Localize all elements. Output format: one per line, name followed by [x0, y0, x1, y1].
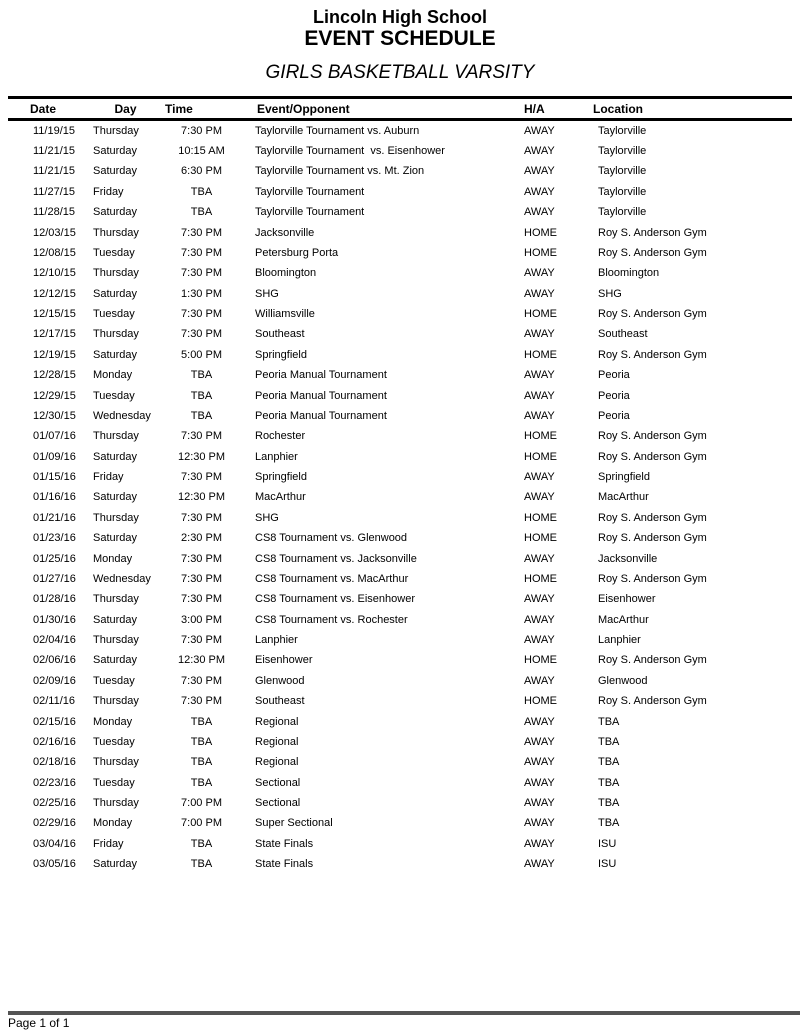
cell-date: 01/15/16 — [33, 471, 76, 484]
table-row — [8, 590, 792, 610]
cell-day: Thursday — [93, 124, 139, 137]
table-row — [8, 182, 792, 202]
cell-ha: AWAY — [524, 817, 555, 830]
cell-day: Thursday — [93, 430, 139, 443]
cell-ha: AWAY — [524, 185, 555, 198]
table-row — [8, 549, 792, 569]
cell-time: TBA — [190, 369, 213, 382]
cell-event: Lanphier — [255, 634, 298, 647]
cell-location: Roy S. Anderson Gym — [598, 246, 707, 259]
cell-date: 02/23/16 — [33, 776, 76, 789]
cell-time: TBA — [190, 858, 213, 871]
cell-location: Roy S. Anderson Gym — [598, 308, 707, 321]
cell-time: 6:30 PM — [181, 165, 222, 178]
cell-day: Saturday — [93, 491, 138, 504]
cell-date: 12/03/15 — [33, 226, 76, 239]
cell-location: TBA — [598, 817, 620, 830]
cell-location: Roy S. Anderson Gym — [598, 348, 707, 361]
cell-location: Peoria — [598, 409, 630, 422]
cell-event: Sectional — [255, 776, 301, 789]
cell-event: Bloomington — [255, 267, 317, 280]
cell-day: Saturday — [93, 613, 138, 626]
cell-date: 01/09/16 — [33, 450, 76, 463]
cell-time: 7:30 PM — [181, 226, 222, 239]
cell-ha: HOME — [524, 654, 557, 667]
column-header-event: Event/Opponent — [257, 102, 350, 116]
cell-ha: AWAY — [524, 124, 555, 137]
cell-location: Roy S. Anderson Gym — [598, 572, 707, 585]
cell-time: 7:30 PM — [181, 246, 222, 259]
column-header-day: Day — [114, 102, 137, 116]
cell-date: 02/16/16 — [33, 735, 76, 748]
cell-day: Tuesday — [93, 389, 135, 402]
cell-day: Tuesday — [93, 308, 135, 321]
cell-day: Saturday — [93, 145, 138, 158]
cell-day: Thursday — [93, 267, 139, 280]
table-row — [8, 855, 792, 875]
cell-date: 01/30/16 — [33, 613, 76, 626]
cell-date: 02/04/16 — [33, 634, 76, 647]
cell-ha: AWAY — [524, 409, 555, 422]
cell-day: Saturday — [93, 287, 138, 300]
table-row — [8, 753, 792, 773]
cell-location: Taylorville — [598, 185, 647, 198]
cell-event: Jacksonville — [255, 226, 315, 239]
cell-ha: AWAY — [524, 552, 555, 565]
cell-event: CS8 Tournament vs. Glenwood — [255, 532, 408, 545]
table-row — [8, 366, 792, 386]
cell-date: 11/28/15 — [33, 206, 76, 219]
table-row — [8, 671, 792, 691]
cell-ha: HOME — [524, 532, 557, 545]
cell-date: 02/06/16 — [33, 654, 76, 667]
footer-rule — [8, 1011, 800, 1015]
cell-time: 7:30 PM — [181, 572, 222, 585]
schedule-table-header — [8, 98, 792, 120]
cell-time: 7:30 PM — [181, 634, 222, 647]
cell-event: Eisenhower — [255, 654, 313, 667]
cell-ha: AWAY — [524, 165, 555, 178]
table-row — [8, 467, 792, 487]
cell-day: Thursday — [93, 695, 139, 708]
table-row — [8, 814, 792, 834]
cell-date: 01/21/16 — [33, 511, 76, 524]
table-row — [8, 427, 792, 447]
table-row — [8, 529, 792, 549]
cell-date: 11/27/15 — [33, 185, 76, 198]
cell-location: Jacksonville — [598, 552, 658, 565]
cell-day: Saturday — [93, 532, 138, 545]
cell-ha: AWAY — [524, 491, 555, 504]
cell-day: Monday — [93, 817, 133, 830]
cell-time: 7:30 PM — [181, 124, 222, 137]
cell-day: Saturday — [93, 654, 138, 667]
cell-ha: AWAY — [524, 776, 555, 789]
cell-ha: AWAY — [524, 797, 555, 810]
cell-event: Taylorville Tournament vs. Eisenhower — [255, 145, 445, 158]
cell-time: 12:30 PM — [177, 491, 226, 504]
cell-time: TBA — [190, 756, 213, 769]
cell-location: Roy S. Anderson Gym — [598, 511, 707, 524]
table-row — [8, 692, 792, 712]
column-header-ha: H/A — [524, 102, 545, 116]
cell-ha: AWAY — [524, 735, 555, 748]
cell-date: 12/29/15 — [33, 389, 76, 402]
cell-day: Monday — [93, 369, 133, 382]
column-header-location: Location — [593, 102, 643, 116]
cell-date: 02/15/16 — [33, 715, 76, 728]
table-row — [8, 651, 792, 671]
cell-date: 12/19/15 — [33, 348, 76, 361]
cell-location: Eisenhower — [598, 593, 656, 606]
cell-event: State Finals — [255, 858, 314, 871]
cell-day: Saturday — [93, 858, 138, 871]
table-row — [8, 447, 792, 467]
cell-date: 02/09/16 — [33, 674, 76, 687]
cell-location: Peoria — [598, 369, 630, 382]
cell-event: Peoria Manual Tournament — [255, 409, 387, 422]
cell-event: Regional — [255, 735, 299, 748]
cell-time: TBA — [190, 715, 213, 728]
cell-time: 7:00 PM — [181, 817, 222, 830]
cell-ha: AWAY — [524, 756, 555, 769]
document-header — [0, 0, 800, 83]
cell-time: 7:30 PM — [181, 552, 222, 565]
cell-location: Taylorville — [598, 165, 647, 178]
cell-date: 12/30/15 — [33, 409, 76, 422]
cell-day: Thursday — [93, 797, 139, 810]
cell-date: 12/17/15 — [33, 328, 76, 341]
cell-ha: AWAY — [524, 837, 555, 850]
cell-event: MacArthur — [255, 491, 306, 504]
cell-date: 01/23/16 — [33, 532, 76, 545]
cell-ha: AWAY — [524, 613, 555, 626]
cell-ha: AWAY — [524, 328, 555, 341]
cell-event: Southeast — [255, 328, 305, 341]
cell-day: Thursday — [93, 593, 139, 606]
cell-location: Roy S. Anderson Gym — [598, 695, 707, 708]
cell-event: Glenwood — [255, 674, 305, 687]
cell-day: Friday — [93, 185, 124, 198]
cell-time: 2:30 PM — [181, 532, 222, 545]
cell-time: TBA — [190, 389, 213, 402]
table-row — [8, 488, 792, 508]
cell-time: 7:30 PM — [181, 308, 222, 321]
cell-location: ISU — [598, 837, 617, 850]
cell-time: TBA — [190, 185, 213, 198]
cell-ha: HOME — [524, 695, 557, 708]
school-name: Lincoln High School — [313, 7, 487, 27]
cell-event: Petersburg Porta — [255, 246, 339, 259]
cell-time: 7:30 PM — [181, 430, 222, 443]
header-row — [8, 98, 792, 120]
cell-day: Thursday — [93, 756, 139, 769]
cell-location: Roy S. Anderson Gym — [598, 654, 707, 667]
cell-time: TBA — [190, 206, 213, 219]
table-row — [8, 834, 792, 854]
table-row — [8, 325, 792, 345]
cell-date: 12/28/15 — [33, 369, 76, 382]
cell-day: Wednesday — [93, 572, 151, 585]
cell-date: 01/07/16 — [33, 430, 76, 443]
cell-date: 11/21/15 — [33, 145, 76, 158]
cell-location: Springfield — [598, 471, 650, 484]
table-row — [8, 141, 792, 161]
cell-date: 12/08/15 — [33, 246, 76, 259]
cell-time: TBA — [190, 409, 213, 422]
cell-location: MacArthur — [598, 491, 649, 504]
cell-location: Roy S. Anderson Gym — [598, 532, 707, 545]
schedule-table-body — [8, 120, 792, 875]
cell-event: Taylorville Tournament vs. Mt. Zion — [255, 165, 425, 178]
cell-ha: AWAY — [524, 715, 555, 728]
table-row — [8, 243, 792, 263]
cell-date: 11/21/15 — [33, 165, 76, 178]
cell-location: Peoria — [598, 389, 630, 402]
table-row — [8, 569, 792, 589]
cell-day: Friday — [93, 471, 124, 484]
cell-date: 01/25/16 — [33, 552, 76, 565]
cell-date: 02/25/16 — [33, 797, 76, 810]
cell-event: Southeast — [255, 695, 305, 708]
cell-event: CS8 Tournament vs. MacArthur — [255, 572, 409, 585]
cell-location: Glenwood — [598, 674, 648, 687]
table-row — [8, 793, 792, 813]
table-row — [8, 406, 792, 426]
cell-event: Taylorville Tournament vs. Auburn — [255, 124, 420, 137]
cell-day: Thursday — [93, 511, 139, 524]
cell-day: Tuesday — [93, 674, 135, 687]
team-subtitle: GIRLS BASKETBALL VARSITY — [265, 62, 535, 83]
cell-ha: AWAY — [524, 145, 555, 158]
column-header-time: Time — [165, 102, 193, 116]
cell-event: SHG — [255, 287, 279, 300]
cell-ha: AWAY — [524, 471, 555, 484]
table-row — [8, 610, 792, 630]
cell-time: 7:30 PM — [181, 267, 222, 280]
table-row — [8, 162, 792, 182]
cell-location: Taylorville — [598, 124, 647, 137]
cell-event: Taylorville Tournament — [255, 206, 365, 219]
cell-ha: AWAY — [524, 389, 555, 402]
table-row — [8, 223, 792, 243]
page-number: Page 1 of 1 — [8, 1016, 70, 1030]
cell-event: CS8 Tournament vs. Jacksonville — [255, 552, 417, 565]
cell-event: Lanphier — [255, 450, 298, 463]
cell-ha: HOME — [524, 430, 557, 443]
cell-event: CS8 Tournament vs. Rochester — [255, 613, 408, 626]
cell-ha: HOME — [524, 246, 557, 259]
table-row — [8, 203, 792, 223]
cell-event: State Finals — [255, 837, 314, 850]
cell-ha: AWAY — [524, 267, 555, 280]
table-row — [8, 120, 792, 142]
cell-day: Tuesday — [93, 776, 135, 789]
cell-ha: HOME — [524, 511, 557, 524]
cell-location: ISU — [598, 858, 617, 871]
cell-day: Thursday — [93, 226, 139, 239]
cell-date: 03/04/16 — [33, 837, 76, 850]
cell-ha: AWAY — [524, 858, 555, 871]
schedule-table — [8, 96, 792, 875]
cell-location: TBA — [598, 797, 620, 810]
column-header-date: Date — [30, 102, 57, 116]
cell-location: Taylorville — [598, 145, 647, 158]
cell-ha: HOME — [524, 572, 557, 585]
cell-event: Super Sectional — [255, 817, 333, 830]
cell-event: CS8 Tournament vs. Eisenhower — [255, 593, 415, 606]
cell-time: 12:30 PM — [177, 654, 226, 667]
cell-date: 12/10/15 — [33, 267, 76, 280]
table-row — [8, 508, 792, 528]
cell-time: 10:15 AM — [178, 145, 225, 158]
cell-location: SHG — [598, 287, 622, 300]
cell-time: TBA — [190, 735, 213, 748]
cell-day: Saturday — [93, 348, 138, 361]
cell-time: TBA — [190, 776, 213, 789]
cell-location: Roy S. Anderson Gym — [598, 226, 707, 239]
cell-location: TBA — [598, 756, 620, 769]
cell-date: 12/15/15 — [33, 308, 76, 321]
cell-ha: AWAY — [524, 287, 555, 300]
cell-event: Sectional — [255, 797, 301, 810]
cell-time: 7:30 PM — [181, 328, 222, 341]
cell-time: 7:00 PM — [181, 797, 222, 810]
cell-time: 3:00 PM — [181, 613, 222, 626]
cell-time: 7:30 PM — [181, 593, 222, 606]
cell-date: 11/19/15 — [33, 124, 76, 137]
cell-ha: AWAY — [524, 206, 555, 219]
cell-location: TBA — [598, 776, 620, 789]
cell-date: 01/28/16 — [33, 593, 76, 606]
table-row — [8, 712, 792, 732]
cell-time: 7:30 PM — [181, 674, 222, 687]
cell-time: 7:30 PM — [181, 511, 222, 524]
cell-time: 7:30 PM — [181, 471, 222, 484]
cell-date: 01/16/16 — [33, 491, 76, 504]
cell-ha: HOME — [524, 308, 557, 321]
table-row — [8, 264, 792, 284]
cell-time: 5:00 PM — [181, 348, 222, 361]
cell-date: 01/27/16 — [33, 572, 76, 585]
cell-event: Springfield — [255, 348, 307, 361]
cell-location: TBA — [598, 715, 620, 728]
cell-event: Williamsville — [255, 308, 315, 321]
cell-ha: AWAY — [524, 674, 555, 687]
table-row — [8, 284, 792, 304]
cell-event: Regional — [255, 715, 299, 728]
cell-location: Roy S. Anderson Gym — [598, 430, 707, 443]
cell-location: MacArthur — [598, 613, 649, 626]
cell-date: 02/29/16 — [33, 817, 76, 830]
page-title: EVENT SCHEDULE — [304, 27, 496, 50]
table-row — [8, 386, 792, 406]
table-row — [8, 304, 792, 324]
cell-event: Peoria Manual Tournament — [255, 389, 387, 402]
cell-day: Saturday — [93, 165, 138, 178]
table-row — [8, 773, 792, 793]
cell-event: Peoria Manual Tournament — [255, 369, 387, 382]
cell-day: Tuesday — [93, 246, 135, 259]
cell-event: Taylorville Tournament — [255, 185, 365, 198]
cell-day: Friday — [93, 837, 124, 850]
cell-ha: HOME — [524, 348, 557, 361]
cell-day: Monday — [93, 715, 133, 728]
table-row — [8, 732, 792, 752]
cell-ha: HOME — [524, 226, 557, 239]
cell-day: Monday — [93, 552, 133, 565]
cell-event: Springfield — [255, 471, 307, 484]
cell-date: 03/05/16 — [33, 858, 76, 871]
cell-ha: HOME — [524, 450, 557, 463]
cell-event: Rochester — [255, 430, 306, 443]
cell-day: Thursday — [93, 328, 139, 341]
cell-ha: AWAY — [524, 634, 555, 647]
cell-day: Saturday — [93, 206, 138, 219]
table-row — [8, 345, 792, 365]
cell-time: TBA — [190, 837, 213, 850]
cell-time: 12:30 PM — [177, 450, 226, 463]
cell-ha: AWAY — [524, 593, 555, 606]
cell-time: 1:30 PM — [181, 287, 222, 300]
cell-location: Roy S. Anderson Gym — [598, 450, 707, 463]
cell-date: 02/18/16 — [33, 756, 76, 769]
cell-date: 12/12/15 — [33, 287, 76, 300]
cell-day: Saturday — [93, 450, 138, 463]
cell-day: Wednesday — [93, 409, 151, 422]
cell-location: Taylorville — [598, 206, 647, 219]
cell-ha: AWAY — [524, 369, 555, 382]
cell-time: 7:30 PM — [181, 695, 222, 708]
cell-location: Lanphier — [598, 634, 641, 647]
cell-location: Bloomington — [598, 267, 660, 280]
cell-day: Tuesday — [93, 735, 135, 748]
cell-location: TBA — [598, 735, 620, 748]
cell-event: Regional — [255, 756, 299, 769]
cell-event: SHG — [255, 511, 279, 524]
cell-location: Southeast — [598, 328, 648, 341]
table-row — [8, 630, 792, 650]
cell-date: 02/11/16 — [33, 695, 76, 708]
cell-day: Thursday — [93, 634, 139, 647]
